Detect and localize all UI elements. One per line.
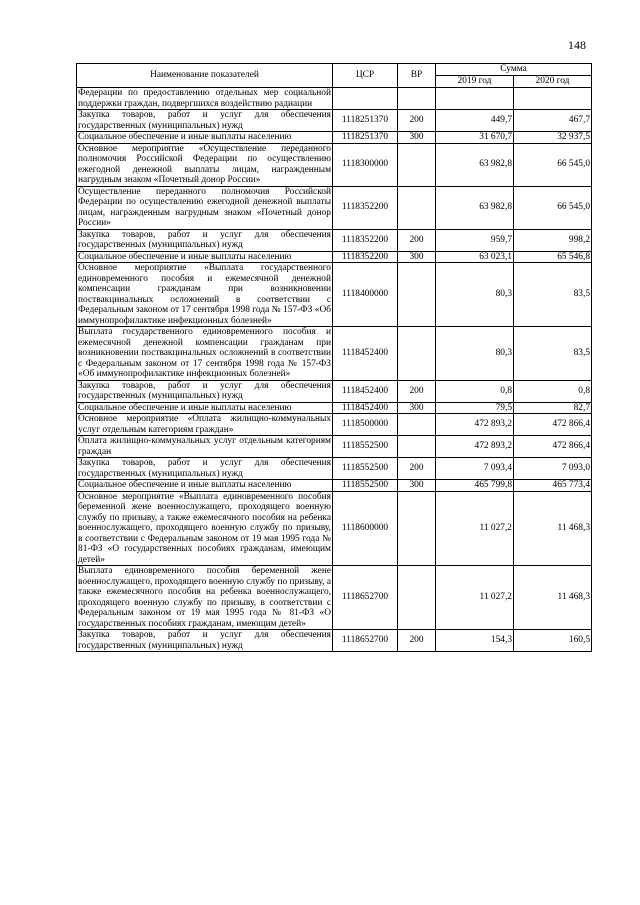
- header-csr: ЦСР: [333, 64, 398, 88]
- table-row: [77, 263, 592, 327]
- row-vr-cell: 300: [398, 251, 436, 263]
- row-csr-cell: 1118552500: [333, 458, 398, 480]
- row-sum-2020-cell: 998,2: [514, 229, 592, 251]
- table-row: [77, 88, 592, 110]
- table-row: [77, 458, 592, 480]
- row-sum-2020-cell: 0,8: [514, 380, 592, 402]
- row-sum-2020-cell: 11 468,3: [514, 566, 592, 630]
- row-csr-cell: 1118352200: [333, 186, 398, 229]
- table-body: [77, 88, 592, 652]
- row-name-cell: Выплата единовременного пособия беременной жене военнослужащего, проходящего военную службу по призыву, а также ежемесячного пособия на ребенка военнослужащего, проходящего военную службу по призыву, в соответствии с Федеральным законом от 19 мая 1995 года № 81-ФЗ «О государственных пособиях гражданам, имеющим детей»: [78, 566, 331, 629]
- row-sum-2020-cell: 66 545,0: [514, 186, 592, 229]
- row-csr-cell: 1118452400: [333, 402, 398, 414]
- row-sum-2020-cell: 7 093,0: [514, 458, 592, 480]
- row-sum-2019-cell: 449,7: [436, 110, 514, 132]
- table-row: [77, 110, 592, 132]
- row-sum-2019-cell: 11 027,2: [436, 566, 514, 630]
- row-vr-cell: 300: [398, 132, 436, 144]
- row-sum-2020-cell: 160,5: [514, 630, 592, 652]
- table-row: [77, 132, 592, 144]
- row-csr-cell: [333, 88, 398, 110]
- table-row: [77, 491, 592, 566]
- row-sum-2019-cell: 63 982,8: [436, 143, 514, 186]
- table-row: [77, 402, 592, 414]
- row-csr-cell: 1118452400: [333, 380, 398, 402]
- row-csr-cell: 1118251370: [333, 132, 398, 144]
- row-sum-2020-cell: 65 546,8: [514, 251, 592, 263]
- row-sum-2020-cell: 83,5: [514, 263, 592, 327]
- row-name-cell: Закупка товаров, работ и услуг для обеспечения государственных (муниципальных) нужд: [78, 229, 331, 250]
- header-year-2019: 2019 год: [436, 76, 514, 88]
- row-name-cell: Закупка товаров, работ и услуг для обеспечения государственных (муниципальных) нужд: [78, 630, 331, 651]
- row-csr-cell: 1118652700: [333, 566, 398, 630]
- row-csr-cell: 1118352200: [333, 229, 398, 251]
- row-vr-cell: 300: [398, 402, 436, 414]
- table-row: [77, 480, 592, 492]
- row-vr-cell: [398, 436, 436, 458]
- row-csr-cell: 1118600000: [333, 491, 398, 566]
- row-sum-2019-cell: 11 027,2: [436, 491, 514, 566]
- row-sum-2020-cell: 472 866,4: [514, 436, 592, 458]
- row-csr-cell: 1118452400: [333, 327, 398, 381]
- row-sum-2019-cell: 31 670,7: [436, 132, 514, 144]
- row-name-cell: Социальное обеспечение и иные выплаты населению: [77, 251, 333, 263]
- row-vr-cell: [398, 414, 436, 436]
- row-sum-2019-cell: 472 893,2: [436, 414, 514, 436]
- header-name: Наименование показателей: [77, 64, 333, 88]
- table-row: [77, 143, 592, 186]
- row-vr-cell: 200: [398, 630, 436, 652]
- row-name-cell: Социальное обеспечение и иные выплаты населению: [77, 132, 333, 144]
- row-vr-cell: [398, 88, 436, 110]
- row-name-cell: Выплата государственного единовременного пособия и ежемесячной денежной компенсации гражданам при возникновении поствакцинальных осложнений в соответствии с Федеральным законом от 17 сентября 1998 года № 157-ФЗ «Об иммунопрофилактике инфекционных болезней»: [78, 327, 331, 379]
- row-vr-cell: 200: [398, 458, 436, 480]
- table-row: [77, 186, 592, 229]
- row-sum-2019-cell: 80,3: [436, 327, 514, 381]
- row-csr-cell: 1118352200: [333, 251, 398, 263]
- row-vr-cell: 200: [398, 229, 436, 251]
- row-sum-2019-cell: 7 093,4: [436, 458, 514, 480]
- table-row: [77, 229, 592, 251]
- row-sum-2019-cell: 472 893,2: [436, 436, 514, 458]
- row-name-cell: Закупка товаров, работ и услуг для обеспечения государственных (муниципальных) нужд: [78, 458, 331, 479]
- table-row: [77, 251, 592, 263]
- row-sum-2019-cell: 154,3: [436, 630, 514, 652]
- row-csr-cell: 1118300000: [333, 143, 398, 186]
- row-name-cell: Федерации по предоставлению отдельных мер социальной поддержки граждан, подвергшихся воздействию радиации: [78, 88, 331, 109]
- budget-table: [76, 63, 592, 652]
- row-name-cell: Осуществление переданного полномочия Российской Федерации по осуществлению ежегодной денежной выплаты лицам, награжденным нагрудным знаком «Почетный донор России»: [78, 186, 331, 228]
- row-sum-2020-cell: 66 545,0: [514, 143, 592, 186]
- row-name-cell: Социальное обеспечение и иные выплаты населению: [77, 402, 333, 414]
- row-sum-2019-cell: 79,5: [436, 402, 514, 414]
- row-name-cell: Оплата жилищно-коммунальных услуг отдельным категориям граждан: [78, 436, 331, 457]
- table-header: [77, 64, 592, 88]
- row-vr-cell: [398, 491, 436, 566]
- table-row: [77, 380, 592, 402]
- row-sum-2019-cell: 959,7: [436, 229, 514, 251]
- row-vr-cell: 200: [398, 110, 436, 132]
- row-vr-cell: [398, 327, 436, 381]
- row-sum-2020-cell: 11 468,3: [514, 491, 592, 566]
- header-sum: Сумма: [436, 64, 592, 76]
- row-name-cell: Основное мероприятие «Осуществление переданного полномочия Российской Федерации по осуществлению ежегодной денежной выплаты лицам, награжденным нагрудным знаком «Почетный донор России»: [78, 143, 331, 185]
- row-sum-2020-cell: 472 866,4: [514, 414, 592, 436]
- row-sum-2019-cell: 0,8: [436, 380, 514, 402]
- row-csr-cell: 1118552500: [333, 480, 398, 492]
- row-sum-2019-cell: [436, 88, 514, 110]
- row-csr-cell: 1118251370: [333, 110, 398, 132]
- row-vr-cell: [398, 143, 436, 186]
- row-name-cell: Социальное обеспечение и иные выплаты населению: [77, 480, 333, 492]
- row-csr-cell: 1118552500: [333, 436, 398, 458]
- row-sum-2020-cell: 32 937,5: [514, 132, 592, 144]
- row-vr-cell: [398, 186, 436, 229]
- row-sum-2019-cell: 63 023,1: [436, 251, 514, 263]
- table-row: [77, 630, 592, 652]
- row-sum-2020-cell: 82,7: [514, 402, 592, 414]
- row-name-cell: Основное мероприятие «Выплата единовременного пособия беременной жене военнослужащего, проходящего военную службу по призыву, а также ежемесячного пособия на ребенка военнослужащего, проходящего военную службу по призыву, в соответствии с Федеральным законом от 19 мая 1995 года № 81-ФЗ «О государственных пособиях гражданам, имеющим детей»: [78, 491, 331, 565]
- row-sum-2020-cell: [514, 88, 592, 110]
- header-year-2020: 2020 год: [514, 76, 592, 88]
- row-vr-cell: [398, 263, 436, 327]
- table-row: [77, 436, 592, 458]
- row-vr-cell: 300: [398, 480, 436, 492]
- row-name-cell: Закупка товаров, работ и услуг для обеспечения государственных (муниципальных) нужд: [78, 380, 331, 401]
- row-sum-2020-cell: 465 773,4: [514, 480, 592, 492]
- row-csr-cell: 1118500000: [333, 414, 398, 436]
- row-csr-cell: 1118652700: [333, 630, 398, 652]
- row-sum-2019-cell: 63 982,8: [436, 186, 514, 229]
- table-row: [77, 566, 592, 630]
- row-sum-2019-cell: 80,3: [436, 263, 514, 327]
- row-name-cell: Закупка товаров, работ и услуг для обеспечения государственных (муниципальных) нужд: [78, 110, 331, 131]
- row-vr-cell: 200: [398, 380, 436, 402]
- row-vr-cell: [398, 566, 436, 630]
- row-csr-cell: 1118400000: [333, 263, 398, 327]
- page-number: 148: [568, 38, 586, 52]
- header-vr: ВР: [398, 64, 436, 88]
- table-row: [77, 414, 592, 436]
- row-sum-2020-cell: 83,5: [514, 327, 592, 381]
- row-name-cell: Основное мероприятие «Оплата жилищно-коммунальных услуг отдельным категориям граждан»: [78, 414, 331, 435]
- row-sum-2019-cell: 465 799,8: [436, 480, 514, 492]
- table-row: [77, 327, 592, 381]
- row-name-cell: Основное мероприятие «Выплата государственного единовременного пособия и ежемесячной денежной компенсации гражданам при возникновении поствакцинальных осложнений в соответствии с Федеральным законом от 17 сентября 1998 года № 157-ФЗ «Об иммунопрофилактике инфекционных болезней»: [78, 263, 331, 326]
- row-sum-2020-cell: 467,7: [514, 110, 592, 132]
